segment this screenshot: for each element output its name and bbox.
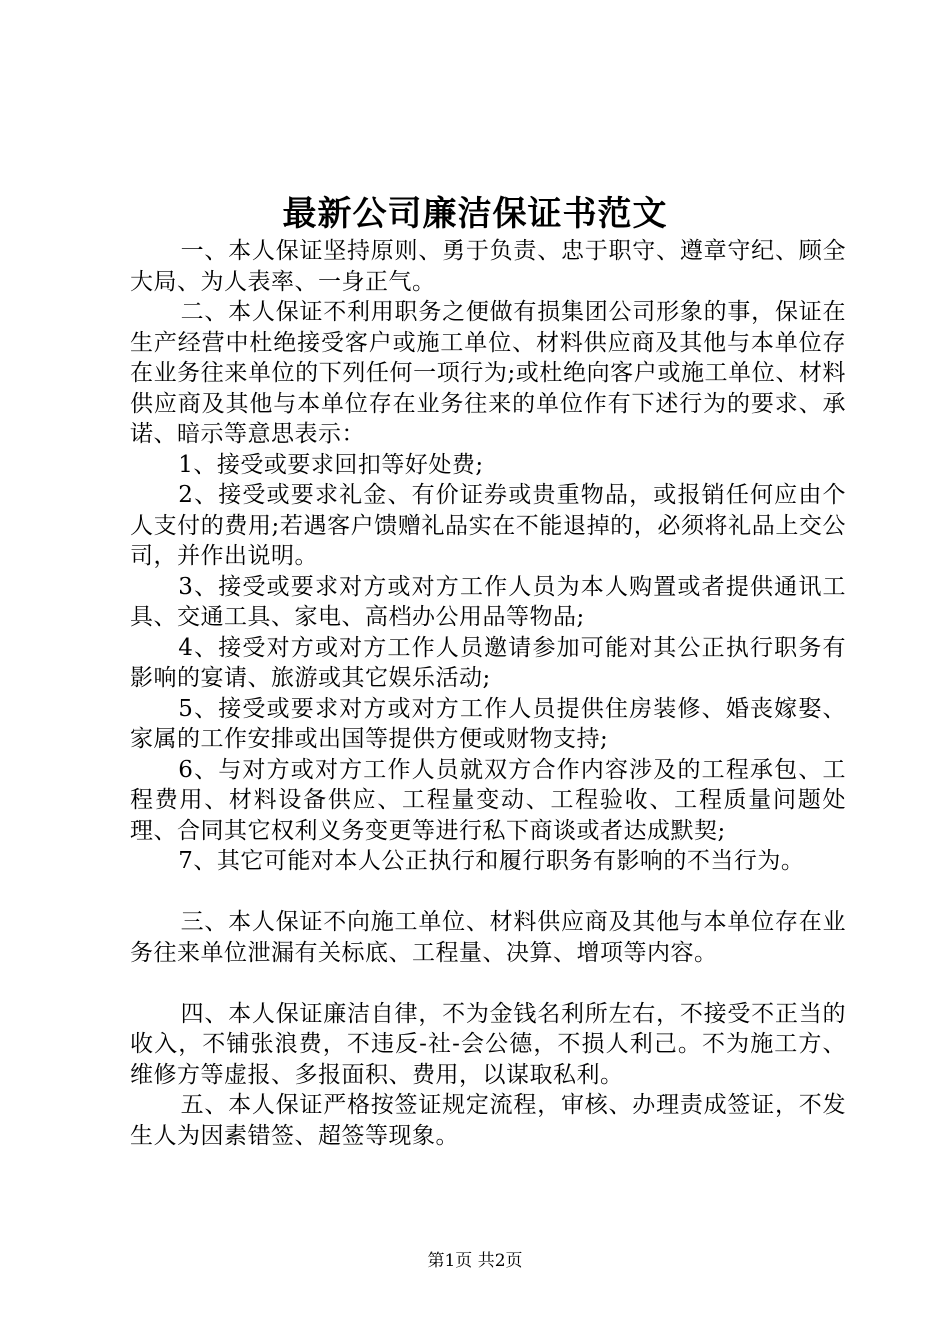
paragraph-3: 三、本人保证不向施工单位、材料供应商及其他与本单位存在业务往来单位泄漏有关标底、工程量、决算、增项等内容。 — [130, 909, 846, 966]
list-item-3: 3、接受或要求对方或对方工作人员为本人购置或者提供通讯工具、交通工具、家电、高档办公用品等物品; — [130, 573, 846, 630]
document-title: 最新公司廉洁保证书范文 — [282, 194, 668, 234]
list-item-6: 6、与对方或对方工作人员就双方合作内容涉及的工程承包、工程费用、材料设备供应、工程量变动、工程验收、工程质量问题处理、合同其它权利义务变更等进行私下商谈或者达成默契; — [130, 756, 846, 844]
paragraph-spacer — [130, 877, 846, 908]
paragraph-4: 四、本人保证廉洁自律，不为金钱名利所左右，不接受不正当的收入，不铺张浪费，不违反-社-会公德，不损人利己。不为施工方、维修方等虚报、多报面积、费用，以谋取私利。 — [130, 1000, 846, 1088]
paragraph-spacer — [130, 968, 846, 999]
page-number-footer: 第1页 共2页 — [427, 1251, 523, 1271]
paragraph-5: 五、本人保证严格按签证规定流程，审核、办理责成签证，不发生人为因素错签、超签等现象。 — [130, 1092, 846, 1149]
list-item-2: 2、接受或要求礼金、有价证券或贵重物品，或报销任何应由个人支付的费用;若遇客户馈赠礼品实在不能退掉的，必须将礼品上交公司，并作出说明。 — [130, 482, 846, 569]
list-item-1: 1、接受或要求回扣等好处费; — [178, 451, 484, 478]
list-item-7: 7、其它可能对本人公正执行和履行职务有影响的不当行为。 — [178, 848, 805, 874]
paragraph-1: 一、本人保证坚持原则、勇于负责、忠于职守、遵章守纪、顾全大局、为人表率、一身正气。 — [130, 238, 846, 295]
list-item-5: 5、接受或要求对方或对方工作人员提供住房装修、婚丧嫁娶、家属的工作安排或出国等提供方便或财物支持; — [130, 695, 846, 752]
document-body — [130, 236, 846, 1151]
list-item-4: 4、接受对方或对方工作人员邀请参加可能对其公正执行职务有影响的宴请、旅游或其它娱乐活动; — [130, 634, 846, 691]
paragraph-2: 二、本人保证不利用职务之便做有损集团公司形象的事，保证在生产经营中杜绝接受客户或施工单位、材料供应商及其他与本单位存在业务往来单位的下列任何一项行为;或杜绝向客户或施工单位、材料供应商及其他与本单位存在业务往来的单位作有下述行为的要求、承诺、暗示等意思表示： — [130, 299, 846, 447]
